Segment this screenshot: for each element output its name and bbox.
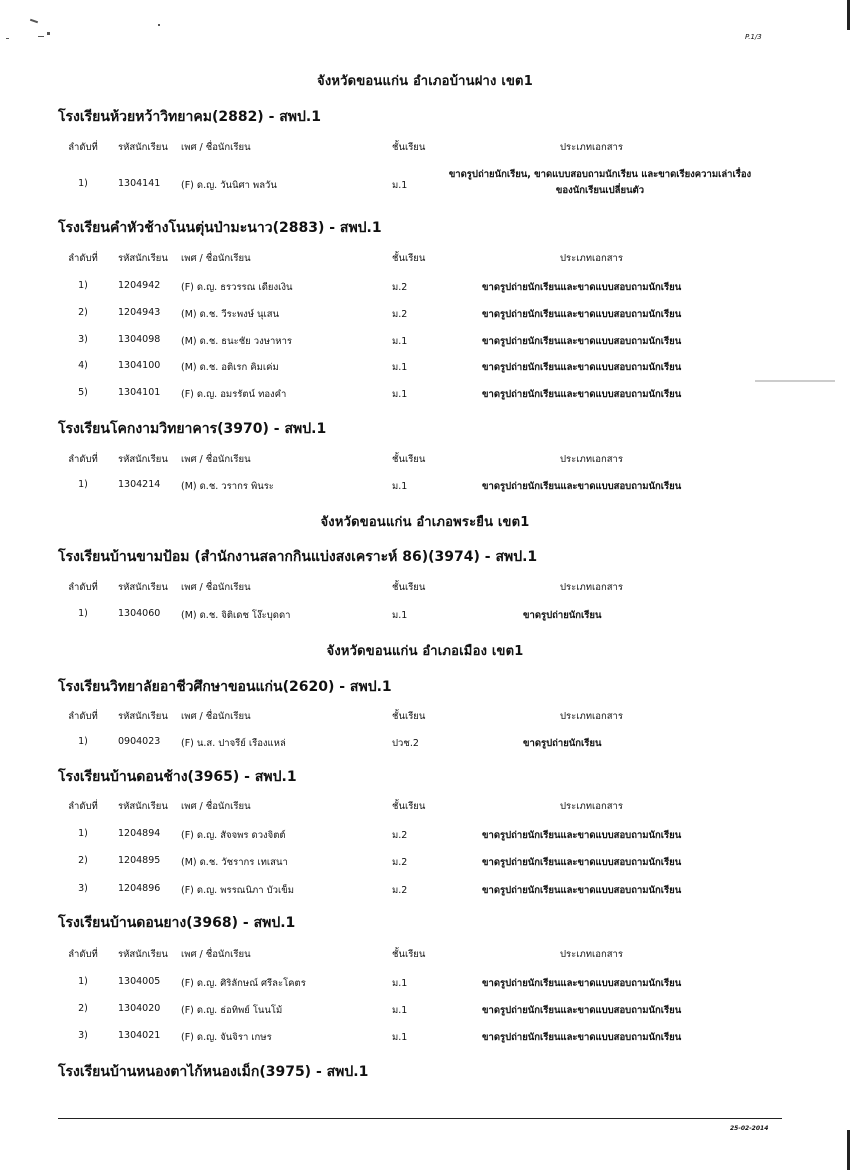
col-id-header: รหัสนักเรียน (118, 582, 168, 593)
row-grade: ม.1 (392, 389, 408, 400)
row-doc: ขาดรูปถ่ายนักเรียน, ขาดแบบสอบถามนักเรียน และขาดเรียงความเล่าเรื่อง (448, 169, 752, 180)
row-doc: ขาดรูปถ่ายนักเรียนและขาดแบบสอบถามนักเรียน (482, 857, 682, 868)
col-grade-header: ชั้นเรียน (392, 801, 426, 812)
row-no: 5) (78, 387, 88, 398)
col-no-header: ลำดับที่ (68, 253, 98, 264)
col-doc-header: ประเภทเอกสาร (560, 801, 623, 812)
row-name: (M) ด.ช. ธนะชัย วงษาหาร (181, 336, 293, 347)
col-name-header: เพศ / ชื่อนักเรียน (181, 253, 251, 264)
school-heading: โรงเรียนบ้านหนองตาไก้หนองเม็ก(3975) - สพป.1 (58, 1064, 369, 1080)
row-id: 1304098 (118, 334, 161, 345)
column-header-row (0, 452, 850, 466)
school-heading: โรงเรียนโคกงามวิทยาคาร(3970) - สพป.1 (58, 421, 327, 437)
col-grade-header: ชั้นเรียน (392, 253, 426, 264)
col-id-header: รหัสนักเรียน (118, 454, 168, 465)
table-row (0, 360, 850, 374)
row-doc: ขาดรูปถ่ายนักเรียนและขาดแบบสอบถามนักเรียน (482, 885, 682, 896)
col-no-header: ลำดับที่ (68, 801, 98, 812)
row-grade: ม.1 (392, 362, 408, 373)
col-no-header: ลำดับที่ (68, 454, 98, 465)
row-id: 1204895 (118, 855, 161, 866)
scan-speck (47, 32, 50, 35)
col-name-header: เพศ / ชื่อนักเรียน (181, 801, 251, 812)
row-name: (F) ด.ญ. สัจจพร ดวงจิตต์ (181, 830, 286, 841)
column-header-row (0, 140, 850, 154)
table-row (0, 883, 850, 897)
row-name: (F) ด.ญ. ศิริลักษณ์ ศรีละโคตร (181, 978, 306, 989)
table-row (0, 608, 850, 622)
col-no-header: ลำดับที่ (68, 711, 98, 722)
row-id: 1304060 (118, 608, 161, 619)
row-name: (F) ด.ญ. อมรรัตน์ ทองคำ (181, 389, 287, 400)
row-no: 1) (78, 608, 88, 619)
col-doc-header: ประเภทเอกสาร (560, 253, 623, 264)
col-grade-header: ชั้นเรียน (392, 711, 426, 722)
scan-speck (158, 24, 160, 26)
row-grade: ม.1 (392, 336, 408, 347)
col-doc-header: ประเภทเอกสาร (560, 454, 623, 465)
row-no: 1) (78, 828, 88, 839)
row-no: 1) (78, 178, 88, 189)
school-heading: โรงเรียนวิทยาลัยอาชีวศึกษาขอนแก่น(2620) - สพป.1 (58, 679, 392, 695)
row-grade: ม.1 (392, 610, 408, 621)
school-heading: โรงเรียนบ้านดอนช้าง(3965) - สพป.1 (58, 769, 297, 785)
col-name-header: เพศ / ชื่อนักเรียน (181, 949, 251, 960)
row-id: 1304141 (118, 178, 161, 189)
footer-divider (58, 1118, 782, 1119)
row-doc: ขาดรูปถ่ายนักเรียนและขาดแบบสอบถามนักเรียน (482, 362, 682, 373)
col-no-header: ลำดับที่ (68, 949, 98, 960)
row-grade: ม.1 (392, 180, 408, 191)
table-row (0, 280, 850, 294)
row-id: 1304214 (118, 479, 161, 490)
row-id: 1304021 (118, 1030, 161, 1041)
row-no: 3) (78, 883, 88, 894)
column-header-row (0, 251, 850, 265)
col-doc-header: ประเภทเอกสาร (560, 711, 623, 722)
district-heading: จังหวัดขอนแก่น อำเภอพระยืน เขต1 (320, 515, 530, 530)
row-grade: ม.2 (392, 857, 408, 868)
row-id: 1204894 (118, 828, 161, 839)
row-doc-block (0, 168, 850, 202)
row-name: (F) ด.ญ. ธ่อทิพย์ โนนโม้ (181, 1005, 283, 1016)
school-heading: โรงเรียนคำหัวช้างโนนตุ่นป่ามะนาว(2883) - สพป.1 (58, 220, 382, 236)
table-row (0, 1003, 850, 1017)
row-name: (F) ด.ญ. วันนิศา พลวัน (181, 180, 277, 191)
row-doc: ขาดรูปถ่ายนักเรียนและขาดแบบสอบถามนักเรียน (482, 1032, 682, 1043)
row-name: (M) ด.ช. อติเรก คิมเค่ม (181, 362, 279, 373)
row-doc: ขาดรูปถ่ายนักเรียน (523, 610, 602, 621)
col-grade-header: ชั้นเรียน (392, 142, 426, 153)
col-grade-header: ชั้นเรียน (392, 582, 426, 593)
col-id-header: รหัสนักเรียน (118, 949, 168, 960)
table-row (0, 307, 850, 321)
row-id: 1204942 (118, 280, 161, 291)
row-grade: ม.1 (392, 1005, 408, 1016)
row-id: 1204943 (118, 307, 161, 318)
school-heading: โรงเรียนห้วยหว้าวิทยาคม(2882) - สพป.1 (58, 109, 321, 125)
row-doc: ขาดรูปถ่ายนักเรียนและขาดแบบสอบถามนักเรียน (482, 282, 682, 293)
row-grade: ม.1 (392, 978, 408, 989)
row-grade: ม.2 (392, 309, 408, 320)
table-row (0, 855, 850, 869)
row-doc: ขาดรูปถ่ายนักเรียนและขาดแบบสอบถามนักเรียน (482, 830, 682, 841)
table-row (0, 1030, 850, 1044)
col-grade-header: ชั้นเรียน (392, 949, 426, 960)
table-row (0, 479, 850, 493)
row-name: (M) ด.ช. จิติเดช โง๊ะบุดดา (181, 610, 291, 621)
school-heading: โรงเรียนบ้านขามป้อม (สำนักงานสลากกินแบ่งสงเคราะห์ 86)(3974) - สพป.1 (58, 549, 538, 565)
col-doc-header: ประเภทเอกสาร (560, 582, 623, 593)
row-id: 1204896 (118, 883, 161, 894)
row-doc: ขาดรูปถ่ายนักเรียนและขาดแบบสอบถามนักเรียน (482, 389, 682, 400)
table-row (0, 736, 850, 750)
row-grade: ปวช.2 (392, 738, 419, 749)
row-doc: ขาดรูปถ่ายนักเรียนและขาดแบบสอบถามนักเรียน (482, 481, 682, 492)
row-doc: ขาดรูปถ่ายนักเรียนและขาดแบบสอบถามนักเรียน (482, 1005, 682, 1016)
row-grade: ม.1 (392, 481, 408, 492)
footer-date: 25-02-2014 (730, 1125, 769, 1132)
table-row (0, 976, 850, 990)
row-doc: ขาดรูปถ่ายนักเรียนและขาดแบบสอบถามนักเรียน (482, 336, 682, 347)
row-no: 2) (78, 1003, 88, 1014)
col-name-header: เพศ / ชื่อนักเรียน (181, 454, 251, 465)
row-name: (F) ด.ญ. ธรวรรณ เดียงเงิน (181, 282, 293, 293)
row-name: (F) ด.ญ. พรรณนิภา บัวเข็ม (181, 885, 294, 896)
col-doc-header: ประเภทเอกสาร (560, 949, 623, 960)
district-heading: จังหวัดขอนแก่น อำเภอเมือง เขต1 (326, 644, 524, 659)
table-row (0, 828, 850, 842)
col-id-header: รหัสนักเรียน (118, 253, 168, 264)
row-id: 1304005 (118, 976, 161, 987)
district-heading: จังหวัดขอนแก่น อำเภอบ้านฝาง เขต1 (317, 74, 533, 89)
row-doc: ขาดรูปถ่ายนักเรียน (523, 738, 602, 749)
row-name: (M) ด.ช. วัชรากร เทเสนา (181, 857, 288, 868)
row-id: 1304101 (118, 387, 161, 398)
row-no: 1) (78, 976, 88, 987)
row-no: 4) (78, 360, 88, 371)
row-no: 2) (78, 855, 88, 866)
col-no-header: ลำดับที่ (68, 582, 98, 593)
col-id-header: รหัสนักเรียน (118, 801, 168, 812)
row-name: (M) ด.ช. วีระพงษ์ นุเสน (181, 309, 280, 320)
row-grade: ม.2 (392, 885, 408, 896)
column-header-row (0, 799, 850, 813)
col-id-header: รหัสนักเรียน (118, 711, 168, 722)
col-name-header: เพศ / ชื่อนักเรียน (181, 711, 251, 722)
column-header-row (0, 947, 850, 961)
row-doc-continued: ของนักเรียนเปลี่ยนตัว (555, 185, 645, 196)
scan-speck (755, 380, 835, 382)
row-no: 2) (78, 307, 88, 318)
col-no-header: ลำดับที่ (68, 142, 98, 153)
row-grade: ม.2 (392, 830, 408, 841)
table-row (0, 387, 850, 401)
row-id: 0904023 (118, 736, 161, 747)
row-no: 1) (78, 736, 88, 747)
col-id-header: รหัสนักเรียน (118, 142, 168, 153)
row-doc: ขาดรูปถ่ายนักเรียนและขาดแบบสอบถามนักเรียน (482, 978, 682, 989)
row-name: (F) น.ส. ปาจรีย์ เรืองแหล่ (181, 738, 286, 749)
table-row (0, 334, 850, 348)
row-name: (M) ด.ช. วรากร พินระ (181, 481, 274, 492)
scan-speck (6, 38, 9, 39)
row-no: 1) (78, 280, 88, 291)
scan-speck (38, 36, 44, 37)
row-id: 1304100 (118, 360, 161, 371)
school-heading: โรงเรียนบ้านดอนยาง(3968) - สพป.1 (58, 915, 296, 931)
col-name-header: เพศ / ชื่อนักเรียน (181, 582, 251, 593)
column-header-row (0, 709, 850, 723)
col-grade-header: ชั้นเรียน (392, 454, 426, 465)
row-grade: ม.2 (392, 282, 408, 293)
row-no: 3) (78, 1030, 88, 1041)
row-no: 1) (78, 479, 88, 490)
col-name-header: เพศ / ชื่อนักเรียน (181, 142, 251, 153)
page-number: P.1/3 (745, 33, 762, 41)
col-doc-header: ประเภทเอกสาร (560, 142, 623, 153)
row-doc: ขาดรูปถ่ายนักเรียนและขาดแบบสอบถามนักเรียน (482, 309, 682, 320)
row-name: (F) ด.ญ. จันจิรา เกษร (181, 1032, 272, 1043)
scan-speck (30, 19, 38, 24)
column-header-row (0, 580, 850, 594)
row-id: 1304020 (118, 1003, 161, 1014)
row-no: 3) (78, 334, 88, 345)
row-grade: ม.1 (392, 1032, 408, 1043)
